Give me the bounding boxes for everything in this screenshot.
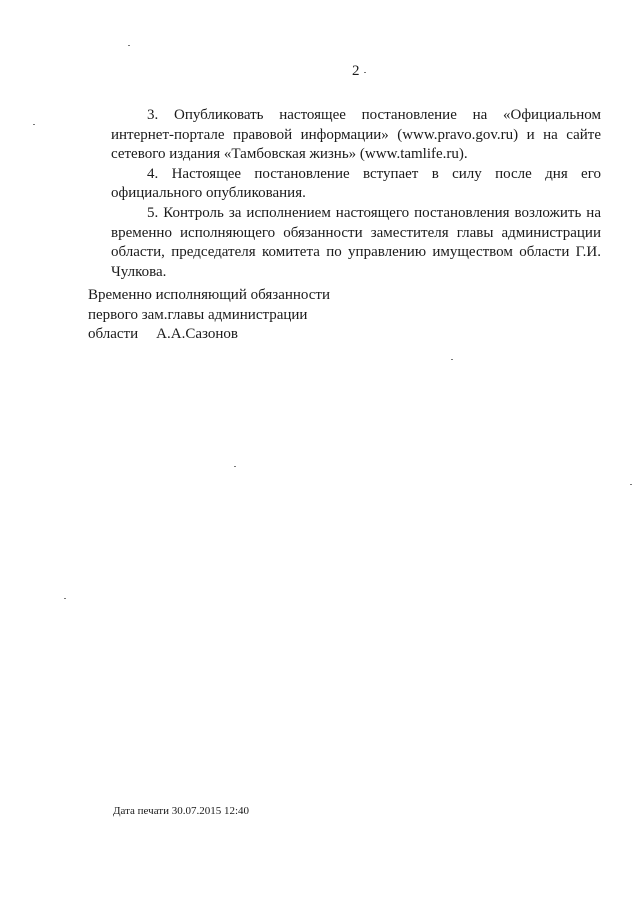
body-text — [111, 106, 601, 282]
paragraph-5: 5. Контроль за исполнением настоящего постановления возложить на временно исполняющего обязанности заместителя главы администрации области, председателя комитета по управлению имуществом области Г.И. Чулкова. — [111, 204, 601, 280]
signature-region: области — [88, 326, 139, 342]
signature-line-3 — [88, 325, 330, 345]
signature-title-line-1: Временно исполняющий обязанности — [88, 287, 331, 303]
print-date: Дата печати 30.07.2015 12:40 — [113, 805, 250, 817]
scan-speck — [64, 598, 66, 599]
scan-speck — [234, 466, 236, 467]
scan-speck — [364, 72, 366, 73]
paragraph-3: 3. Опубликовать настоящее постановление на «Официальном интернет-портале правовой информации» (www.pravo.gov.ru) и на сайте сетевого издания «Тамбовская жизнь» (www.tamlife.ru). — [111, 107, 601, 163]
signatory-name: А.А.Сазонов — [156, 326, 238, 342]
scan-speck — [451, 359, 453, 360]
scan-speck — [630, 484, 632, 485]
paragraph-4: 4. Настоящее постановление вступает в силу после дня его официального опубликования. — [111, 165, 601, 202]
signature-title-line-2: первого зам.главы администрации — [88, 306, 308, 323]
scan-speck — [33, 124, 35, 125]
scan-speck — [128, 45, 130, 46]
page-number: 2 — [352, 63, 360, 79]
signature-block — [88, 286, 330, 345]
